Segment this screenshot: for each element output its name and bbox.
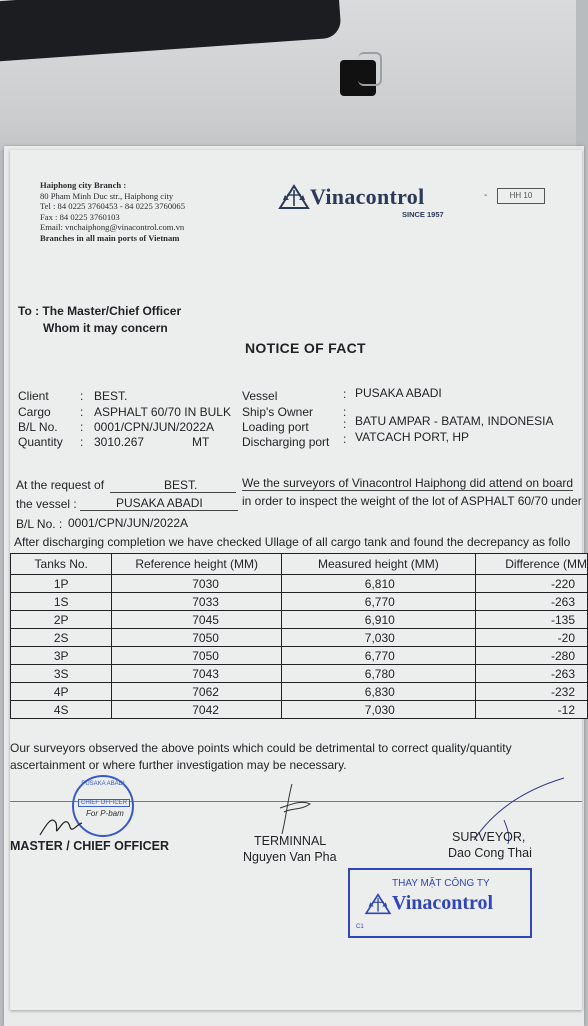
table-row — [11, 647, 588, 665]
scales-icon — [364, 893, 392, 915]
observation-text: Our surveyors observed the above points which could be detrimental to correct quality/quantity ascertainment or where further investigation may be necessary. — [10, 741, 512, 772]
cargo-colon: : — [80, 405, 84, 419]
measured-cell: 6,780 — [281, 665, 475, 683]
company-stamp-code: C1 — [356, 924, 364, 930]
table-row — [11, 593, 588, 611]
tank-cell: 2S — [11, 629, 112, 647]
addressee-line2: Whom it may concern — [43, 321, 168, 335]
vessel-request-value: PUSAKA ABADI — [116, 496, 203, 510]
reference-cell: 7045 — [112, 611, 282, 629]
reference-cell: 7043 — [112, 665, 282, 683]
surveyor-statement: We the surveyors of Vinacontrol Haiphong did attend on board — [242, 476, 574, 490]
reference-cell: 7042 — [112, 701, 282, 719]
surveyor-role: SURVEYOR, — [452, 830, 526, 844]
vessel-value: PUSAKA ABADI — [355, 386, 442, 400]
bl-request-label: B/L No. : — [16, 517, 63, 531]
reference-cell: 7030 — [112, 575, 282, 593]
client-value: BEST. — [94, 389, 128, 403]
bl-label: B/L No. — [18, 420, 58, 434]
reference-cell: 7050 — [112, 629, 282, 647]
vessel-request-label: the vessel : — [16, 497, 77, 511]
owner-label: Ship's Owner — [242, 405, 313, 419]
page-title: NOTICE OF FACT — [245, 340, 366, 356]
cargo-value: ASPHALT 60/70 IN BULK — [94, 405, 231, 419]
measured-cell: 6,910 — [281, 611, 475, 629]
ullage-table — [10, 553, 588, 719]
vessel-label: Vessel — [242, 389, 278, 403]
discharging-label: Discharging port — [242, 435, 330, 449]
difference-cell: -263 — [475, 593, 587, 611]
cargo-label: Cargo — [18, 405, 51, 419]
vessel-colon: : — [343, 387, 347, 401]
bl-colon: : — [80, 420, 84, 434]
tank-cell: 2P — [11, 611, 112, 629]
measured-cell: 6,770 — [281, 593, 475, 611]
client-label: Client — [18, 389, 49, 403]
reference-cell: 7033 — [112, 593, 282, 611]
reference-cell: 7050 — [112, 647, 282, 665]
company-stamp-text: Vinacontrol — [392, 892, 494, 914]
branch-email: Email: vnchaiphong@vinacontrol.com.vn — [40, 222, 185, 232]
header-measured: Measured height (MM) — [281, 554, 475, 575]
bl-request-value: 0001/CPN/JUN/2022A — [68, 516, 189, 530]
branch-address: 80 Pham Minh Duc str., Haiphong city — [40, 190, 174, 201]
branch-tel: Tel : 84 0225 3760453 - 84 0225 3760065 — [40, 201, 186, 211]
quantity-value: 3010.267 — [94, 435, 145, 449]
table-header-row — [11, 554, 588, 575]
document-page — [10, 150, 587, 1010]
tank-cell: 1P — [11, 575, 112, 593]
difference-cell: -232 — [475, 683, 587, 701]
header-tank: Tanks No. — [11, 554, 112, 575]
ullage-statement: After discharging completion we have checked Ullage of all cargo tank and found the decrepancy as follo — [14, 535, 571, 549]
difference-cell: -280 — [475, 647, 587, 665]
difference-cell: -12 — [475, 701, 587, 719]
measured-cell: 7,030 — [281, 701, 475, 719]
tank-cell: 3S — [11, 665, 112, 683]
difference-cell: -263 — [475, 665, 587, 683]
quantity-label: Quantity — [18, 435, 63, 449]
logo-since: SINCE 1957 — [402, 210, 444, 219]
difference-cell: -20 — [475, 629, 587, 647]
branch-coverage: Branches in all main ports of Vietnam — [40, 232, 180, 243]
owner-colon: : — [343, 405, 347, 419]
reference-cell: 7062 — [112, 683, 282, 701]
master-signature-label: MASTER / CHIEF OFFICER — [10, 839, 170, 853]
quantity-unit: MT — [192, 435, 210, 449]
loading-label: Loading port — [242, 420, 309, 434]
measured-cell: 6,770 — [281, 647, 475, 665]
quantity-colon: : — [80, 435, 84, 449]
ship-stamp-role: CHIEF OFFICER — [78, 799, 130, 807]
tank-cell: 3P — [11, 647, 112, 665]
vessel-request-field — [80, 496, 238, 511]
terminal-name: Nguyen Van Pha — [243, 850, 337, 864]
company-stamp-brand — [364, 892, 493, 915]
table-row — [11, 575, 588, 593]
ship-stamp-name: PUSAKA ABADI — [81, 781, 125, 787]
inspect-statement: in order to inspect the weight of the lot of ASPHALT 60/70 under — [242, 494, 582, 508]
request-field — [110, 478, 236, 493]
difference-cell: -135 — [475, 611, 587, 629]
doc-code: HH 10 — [497, 188, 545, 204]
bl-value: 0001/CPN/JUN/2022A — [94, 420, 215, 434]
company-stamp-label: THAY MẶT CÔNG TY — [392, 878, 490, 889]
client-colon: : — [80, 389, 84, 403]
tank-cell: 1S — [11, 593, 112, 611]
difference-cell: -220 — [475, 575, 587, 593]
branch-info — [40, 180, 185, 243]
branch-title: Haiphong city Branch : — [40, 180, 127, 190]
addressee-line1: To : The Master/Chief Officer — [18, 304, 182, 318]
discharging-value: VATCACH PORT, HP — [355, 430, 470, 444]
measured-cell: 6,830 — [281, 683, 475, 701]
header-reference: Reference height (MM) — [112, 554, 282, 575]
measured-cell: 6,810 — [281, 575, 475, 593]
loading-colon: : — [343, 417, 347, 431]
header-difference: Difference (MM — [475, 554, 587, 575]
table-row — [11, 665, 588, 683]
scales-icon — [278, 184, 310, 210]
surveyor-name: Dao Cong Thai — [448, 846, 532, 860]
tank-cell: 4P — [11, 683, 112, 701]
terminal-role: TERMINNAL — [254, 834, 327, 848]
request-value: BEST. — [164, 478, 198, 492]
table-row — [11, 629, 588, 647]
request-label: At the request of — [16, 478, 105, 492]
vinacontrol-logo — [278, 184, 425, 210]
loading-value: BATU AMPAR - BATAM, INDONESIA — [355, 414, 554, 428]
table-row — [11, 701, 588, 719]
table-row — [11, 683, 588, 701]
doc-code-dash: - — [484, 190, 488, 201]
logo-text: Vinacontrol — [310, 184, 425, 209]
discharging-colon: : — [343, 432, 347, 446]
measured-cell: 7,030 — [281, 629, 475, 647]
table-row — [11, 611, 588, 629]
ship-stamp-note: For P-bam — [86, 809, 124, 818]
binder-clip — [340, 60, 376, 96]
tank-cell: 4S — [11, 701, 112, 719]
branch-fax: Fax : 84 0225 3760103 — [40, 211, 120, 222]
company-stamp — [348, 868, 532, 938]
terminal-signature — [252, 778, 322, 838]
